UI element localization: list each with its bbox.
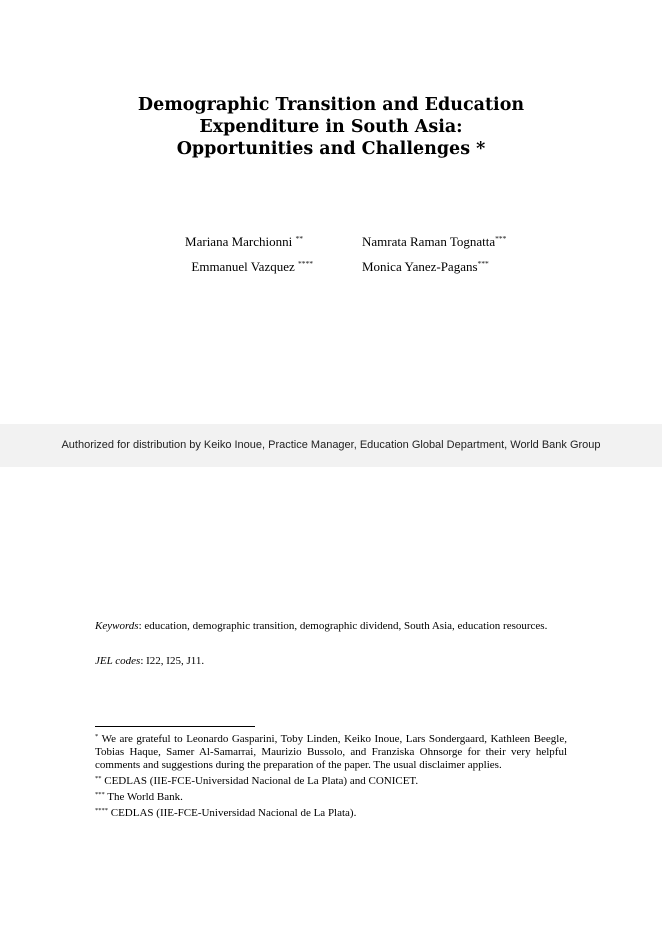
footnotes [95,733,567,823]
author-yanez-pagans [362,255,489,279]
footnote-mark: ** [95,775,102,782]
footnote-mark: **** [95,807,108,814]
footnote-acknowledgements [95,733,567,772]
footnote-text: We are grateful to Leonardo Gasparini, Toby Linden, Keiko Inoue, Lars Sondergaard, Kathleen Beegle, Tobias Haque, Samer Al-Samarrai, Maurizio Bussolo, and Franziska Ohnsorge for their very helpful comments and suggestions during the preparation of the paper. The usual disclaimer applies. [95,733,567,771]
footnote-mark: *** [95,791,105,798]
author-affiliation-mark: *** [495,234,507,243]
footnote-text: CEDLAS (IIE-FCE-Universidad Nacional de La Plata). [108,807,357,819]
author-marchionni [185,230,303,254]
distribution-banner [0,424,662,467]
author-name: Monica Yanez-Pagans [362,259,478,274]
keywords-paragraph [95,619,567,633]
keywords-section [95,619,567,633]
jel-text: : I22, I25, J11. [140,655,205,667]
title-line-1: Demographic Transition and Education [137,95,525,115]
jel-label: JEL codes [95,655,141,667]
author-vazquez [191,255,313,279]
author-affiliation-mark: **** [298,259,313,268]
footnote-affiliation-world-bank [95,791,567,804]
author-name: Mariana Marchionni [185,234,293,249]
title-line-2: Expenditure in South Asia: [199,117,463,137]
paper-title [0,94,662,160]
author-affiliation-mark: ** [295,234,303,243]
footnote-affiliation-cedlas [95,807,567,820]
author-name: Namrata Raman Tognatta [362,234,496,249]
footnote-text: CEDLAS (IIE-FCE-Universidad Nacional de La Plata) and CONICET. [101,775,419,787]
author-affiliation-mark: *** [477,259,489,268]
keywords-label: Keywords [95,620,139,632]
distribution-text: Authorized for distribution by Keiko Inoue, Practice Manager, Education Global Department, World Bank Group [61,439,601,451]
jel-paragraph [95,654,567,668]
author-name: Emmanuel Vazquez [191,259,295,274]
footnote-text: The World Bank. [104,791,183,803]
title-line-3: Opportunities and Challenges * [176,139,486,159]
footnote-affiliation-cedlas-conicet [95,775,567,788]
keywords-text: : education, demographic transition, demographic dividend, South Asia, education resources. [138,620,548,632]
author-tognatta [362,230,506,254]
footnote-divider [95,726,255,727]
jel-codes-section [95,654,567,668]
footnote-mark: * [95,733,99,740]
